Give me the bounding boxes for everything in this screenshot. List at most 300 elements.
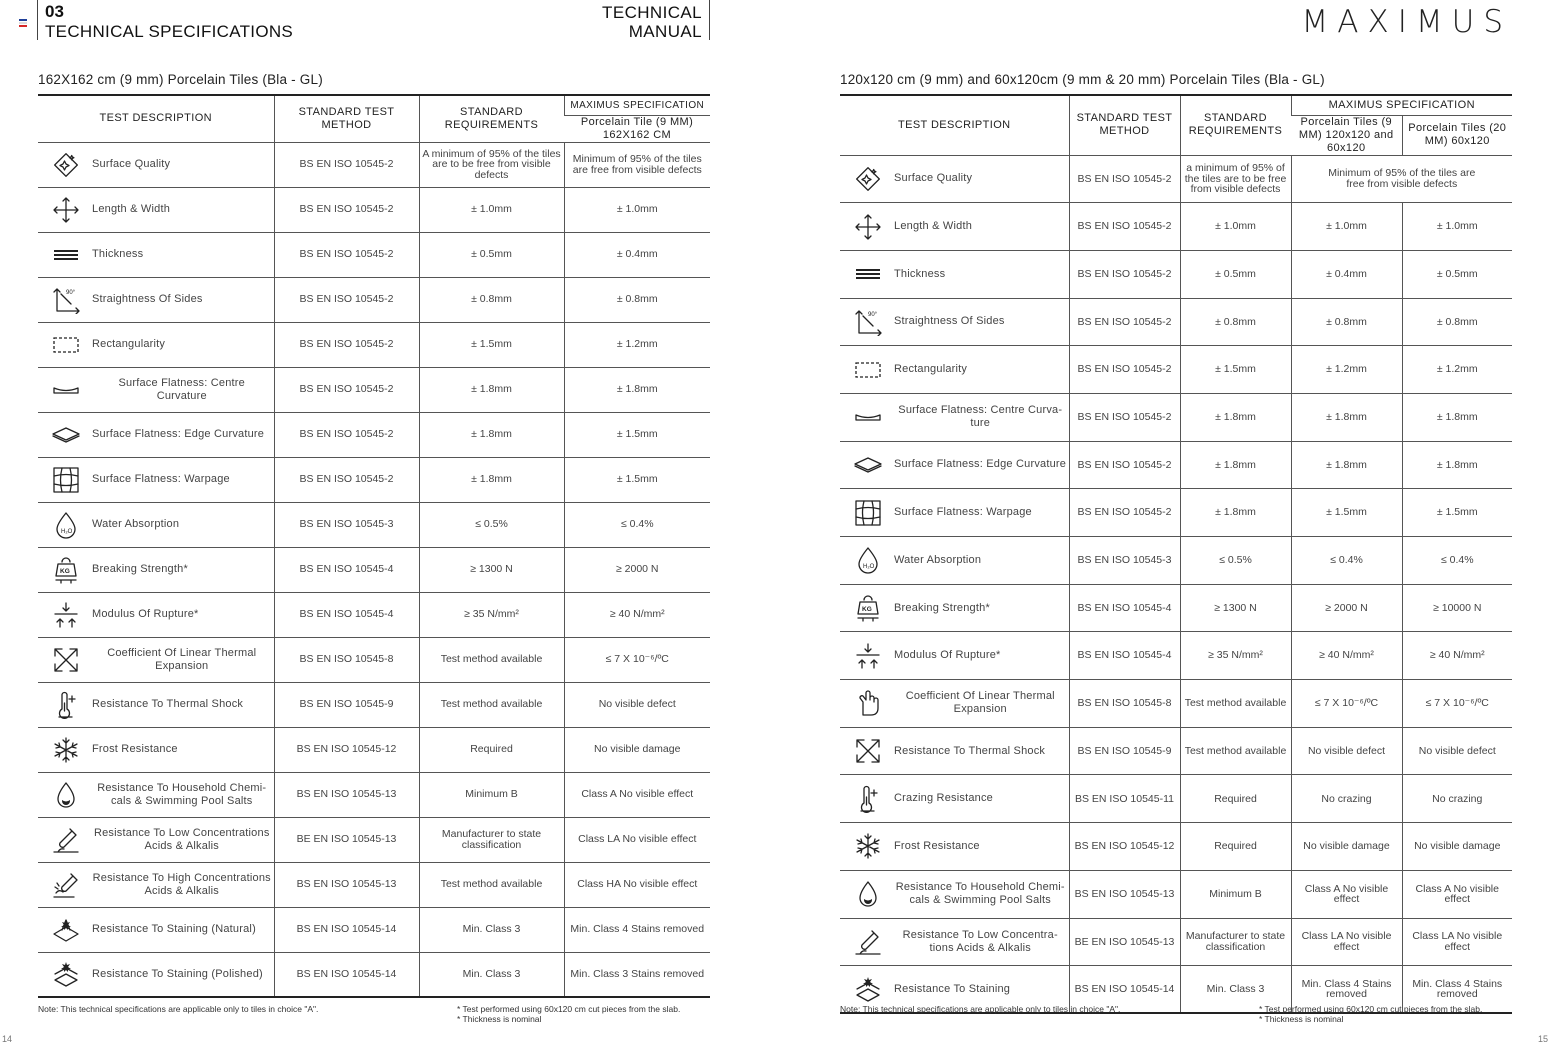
maximus-specification-20mm: ± 0.5mm xyxy=(1402,250,1512,298)
test-description-cell xyxy=(840,250,1069,298)
table-row xyxy=(38,952,710,997)
maximus-specification-9mm: ± 0.4mm xyxy=(1291,250,1402,298)
standard-requirement: ± 1.5mm xyxy=(419,322,564,367)
table-row xyxy=(38,187,710,232)
maximus-specification-20mm: ± 1.8mm xyxy=(1402,441,1512,489)
maximus-specification-9mm: ± 0.8mm xyxy=(1291,298,1402,346)
snowflake-icon xyxy=(842,832,894,860)
test-description-cell xyxy=(840,441,1069,489)
col-standard-requirements: STANDARD REQUIREMENTS xyxy=(419,95,564,142)
table-row xyxy=(38,817,710,862)
maximus-specification-9mm: ≥ 2000 N xyxy=(1291,584,1402,632)
standard-requirement: ± 1.0mm xyxy=(1180,203,1291,251)
test-description: Breaking Strength* xyxy=(92,563,188,575)
standard-requirement: Min. Class 3 xyxy=(419,952,564,997)
manual-label-line2: MANUAL xyxy=(628,22,702,41)
maximus-specification: ≤ 0.4% xyxy=(564,502,710,547)
left-footnote-thickness: * Thickness is nominal xyxy=(457,1014,542,1024)
maximus-specification: Min. Class 3 Stains removed xyxy=(564,952,710,997)
test-description: Resistance To Household Chemi- cals & Swimming Pool Salts xyxy=(895,881,1065,907)
standard-requirement: Required xyxy=(1180,775,1291,823)
maximus-specification-20mm: Min. Class 4 Stains removed xyxy=(1402,966,1512,1014)
standard-test-method: BS EN ISO 10545-2 xyxy=(1069,489,1180,537)
test-description-cell xyxy=(38,412,274,457)
test-description: Rectangularity xyxy=(894,363,968,376)
standard-requirement: ± 1.5mm xyxy=(1180,346,1291,394)
col-standard-test-method: STANDARD TEST METHOD xyxy=(1069,95,1180,155)
standard-test-method: BS EN ISO 10545-9 xyxy=(274,682,419,727)
svg-text:90°: 90° xyxy=(868,311,878,318)
test-description: Resistance To Thermal Shock xyxy=(92,698,244,710)
test-description: Straightness Of Sides xyxy=(894,315,1005,328)
dashed-rect-icon xyxy=(40,331,92,359)
standard-requirement: ≥ 35 N/mm² xyxy=(1180,632,1291,680)
stain-polished-icon xyxy=(842,975,894,1003)
table-row xyxy=(38,862,710,907)
table-row xyxy=(840,155,1512,203)
col-test-description: TEST DESCRIPTION xyxy=(897,118,1011,131)
section-number: 03 xyxy=(45,2,64,21)
right-footnote-thickness: * Thickness is nominal xyxy=(1259,1014,1344,1024)
table-row xyxy=(38,457,710,502)
brand-logo: MAXIMUS xyxy=(1301,4,1512,40)
maximus-specification-20mm: ≥ 10000 N xyxy=(1402,584,1512,632)
right-note: Note: This technical specifications are applicable only to tiles in choice "A". xyxy=(840,1004,1121,1014)
standard-requirement: Test method available xyxy=(419,637,564,682)
table-row xyxy=(840,727,1512,775)
sparkle-tile-icon xyxy=(842,165,894,193)
test-description-cell xyxy=(38,457,274,502)
table-row xyxy=(38,547,710,592)
maximus-specification: No visible defect xyxy=(564,682,710,727)
weight-icon xyxy=(842,594,894,622)
standard-requirement: ± 1.8mm xyxy=(419,412,564,457)
table-row xyxy=(38,907,710,952)
standard-test-method: BS EN ISO 10545-2 xyxy=(1069,441,1180,489)
maximus-specification-20mm: ≤ 7 X 10⁻⁶/ºC xyxy=(1402,680,1512,728)
standard-requirement: ≥ 35 N/mm² xyxy=(419,592,564,637)
maximus-specification: ± 1.5mm xyxy=(564,412,710,457)
standard-test-method: BS EN ISO 10545-2 xyxy=(1069,250,1180,298)
maximus-specification-9mm: Class A No visible effect xyxy=(1291,870,1402,918)
page-number-right: 15 xyxy=(1538,1034,1549,1044)
flag-stripe-white xyxy=(19,22,27,24)
maximus-specification: Class A No visible effect xyxy=(564,772,710,817)
standard-requirement: Test method available xyxy=(419,682,564,727)
table-row xyxy=(38,232,710,277)
test-description-cell xyxy=(38,907,274,952)
standard-requirement: ± 1.8mm xyxy=(1180,393,1291,441)
test-description: Surface Flatness: Centre Curva- ture xyxy=(898,404,1063,430)
thermometer-icon xyxy=(40,691,92,719)
standard-requirement: Min. Class 3 xyxy=(419,907,564,952)
standard-test-method: BS EN ISO 10545-4 xyxy=(1069,584,1180,632)
standard-requirement: ± 0.8mm xyxy=(419,277,564,322)
table-row xyxy=(840,918,1512,966)
test-description: Surface Flatness: Warpage xyxy=(92,473,230,485)
test-description-cell xyxy=(840,870,1069,918)
test-description: Water Absorption xyxy=(894,553,982,566)
standard-test-method: BS EN ISO 10545-8 xyxy=(1069,680,1180,728)
test-description: Resistance To High Concentrations Acids & Alkalis xyxy=(92,871,271,897)
standard-test-method: BS EN ISO 10545-2 xyxy=(274,142,419,187)
maximus-specification-20mm: No visible damage xyxy=(1402,823,1512,871)
maximus-specification: ± 1.8mm xyxy=(564,367,710,412)
standard-test-method: BS EN ISO 10545-12 xyxy=(1069,823,1180,871)
maximus-specification-20mm: ≤ 0.4% xyxy=(1402,537,1512,585)
snowflake-icon xyxy=(40,736,92,764)
test-description-cell xyxy=(38,277,274,322)
maximus-specification: ≥ 2000 N xyxy=(564,547,710,592)
maximus-specification: ± 1.2mm xyxy=(564,322,710,367)
standard-test-method: BS EN ISO 10545-2 xyxy=(274,412,419,457)
table-row xyxy=(840,203,1512,251)
standard-requirement: ± 1.8mm xyxy=(1180,489,1291,537)
test-description-cell xyxy=(38,322,274,367)
table-row xyxy=(840,584,1512,632)
standard-requirement: ± 0.5mm xyxy=(1180,250,1291,298)
table-row xyxy=(38,637,710,682)
maximus-specification-20mm: No visible defect xyxy=(1402,727,1512,775)
table-row xyxy=(38,277,710,322)
standard-test-method: BS EN ISO 10545-2 xyxy=(1069,393,1180,441)
test-description: Surface Flatness: Warpage xyxy=(894,506,1032,519)
curve-icon xyxy=(842,403,894,431)
tube-icon xyxy=(842,928,894,956)
maximus-specification: ± 0.4mm xyxy=(564,232,710,277)
test-description-cell xyxy=(38,727,274,772)
maximus-specification: No visible damage xyxy=(564,727,710,772)
test-description: Resistance To Staining (Natural) xyxy=(92,923,256,935)
standard-test-method: BS EN ISO 10545-2 xyxy=(274,457,419,502)
maximus-specification-20mm: ± 1.5mm xyxy=(1402,489,1512,537)
standard-test-method: BS EN ISO 10545-14 xyxy=(274,907,419,952)
maximus-specification-9mm: No visible defect xyxy=(1291,727,1402,775)
header-divider-right xyxy=(709,0,710,40)
standard-requirement: ≤ 0.5% xyxy=(1180,537,1291,585)
standard-test-method: BS EN ISO 10545-8 xyxy=(274,637,419,682)
table-row xyxy=(38,412,710,457)
standard-test-method: BS EN ISO 10545-2 xyxy=(274,187,419,232)
right-spec-table xyxy=(840,94,1512,1014)
standard-requirement: ≤ 0.5% xyxy=(419,502,564,547)
standard-test-method: BS EN ISO 10545-2 xyxy=(274,277,419,322)
svg-text:H₂O: H₂O xyxy=(863,564,875,571)
test-description-cell xyxy=(38,187,274,232)
expand-icon xyxy=(842,737,894,765)
test-description-cell xyxy=(38,232,274,277)
standard-requirement: a minimum of 95% of the tiles are to be free from visible defects xyxy=(1180,155,1291,203)
arrows-icon xyxy=(842,213,894,241)
pressure-icon xyxy=(842,642,894,670)
grid-icon xyxy=(40,466,92,494)
standard-test-method: BS EN ISO 10545-3 xyxy=(1069,537,1180,585)
drop-icon xyxy=(842,546,894,574)
test-description: Length & Width xyxy=(894,220,973,233)
standard-test-method: BS EN ISO 10545-4 xyxy=(274,592,419,637)
test-description-cell xyxy=(840,489,1069,537)
left-note: Note: This technical specifications are applicable only to tiles in choice "A". xyxy=(38,1004,319,1014)
table-row xyxy=(38,682,710,727)
standard-test-method: BE EN ISO 10545-13 xyxy=(1069,918,1180,966)
curve-icon xyxy=(40,376,92,404)
table-row xyxy=(840,346,1512,394)
diamond-icon xyxy=(40,421,92,449)
header-divider xyxy=(37,0,38,40)
test-description: Coefficient Of Linear Thermal Expansion xyxy=(107,646,257,672)
test-description-cell xyxy=(38,817,274,862)
table-row xyxy=(840,250,1512,298)
diamond-icon xyxy=(842,451,894,479)
test-description: Modulus Of Rupture* xyxy=(92,608,199,620)
maximus-specification: ≤ 7 X 10⁻⁶/ºC xyxy=(564,637,710,682)
left-spec-table xyxy=(38,94,710,998)
test-description-cell xyxy=(840,155,1069,203)
flag-icon xyxy=(19,19,27,26)
maximus-specification-9mm: ± 1.5mm xyxy=(1291,489,1402,537)
maximus-specification-9mm: No crazing xyxy=(1291,775,1402,823)
svg-text:90°: 90° xyxy=(66,289,76,296)
test-description-cell xyxy=(840,680,1069,728)
arrows-icon xyxy=(40,196,92,224)
maximus-specification-20mm: Class A No visible effect xyxy=(1402,870,1512,918)
test-description: Frost Resistance xyxy=(894,839,980,852)
maximus-specification: Minimum of 95% of the tiles are free from visible defects xyxy=(564,142,710,187)
maximus-specification: ≥ 40 N/mm² xyxy=(564,592,710,637)
col-standard-test-method: STANDARD TEST METHOD xyxy=(274,95,419,142)
table-row xyxy=(840,489,1512,537)
standard-test-method: BS EN ISO 10545-13 xyxy=(1069,870,1180,918)
manual-label-line1: TECHNICAL xyxy=(602,3,702,22)
standard-test-method: BS EN ISO 10545-9 xyxy=(1069,727,1180,775)
maximus-specification-20mm: ± 1.0mm xyxy=(1402,203,1512,251)
standard-test-method: BS EN ISO 10545-2 xyxy=(274,322,419,367)
maximus-specification-9mm: Min. Class 4 Stains removed xyxy=(1291,966,1402,1014)
maximus-specification: Minimum of 95% of the tiles are free from visible defects xyxy=(1291,155,1512,203)
test-description: Resistance To Staining (Polished) xyxy=(92,967,263,980)
table-row xyxy=(840,870,1512,918)
test-description-cell xyxy=(38,637,274,682)
table-row xyxy=(840,537,1512,585)
table-row xyxy=(840,632,1512,680)
test-description: Resistance To Low Concentra- tions Acids & Alkalis xyxy=(902,928,1058,954)
left-table-heading: 162X162 cm (9 mm) Porcelain Tiles (Bla - GL) xyxy=(38,72,323,87)
section-title: TECHNICAL SPECIFICATIONS xyxy=(45,22,294,41)
dashed-rect-icon xyxy=(842,356,894,384)
test-description: Resistance To Low Concentrations Acids & Alkalis xyxy=(93,826,270,852)
test-description: Frost Resistance xyxy=(92,743,178,755)
standard-test-method: BS EN ISO 10545-14 xyxy=(1069,966,1180,1014)
col-maximus-specification: MAXIMUS SPECIFICATION xyxy=(1291,95,1512,115)
stain-icon xyxy=(40,916,92,944)
standard-test-method: BS EN ISO 10545-12 xyxy=(274,727,419,772)
test-description: Resistance To Household Chemi- cals & Swimming Pool Salts xyxy=(97,781,267,807)
table-row xyxy=(38,592,710,637)
maximus-specification: Class LA No visible effect xyxy=(564,817,710,862)
test-description: Coefficient Of Linear Thermal Expansion xyxy=(905,690,1055,716)
table-row xyxy=(840,393,1512,441)
maximus-specification-20mm: ≥ 40 N/mm² xyxy=(1402,632,1512,680)
test-description-cell xyxy=(38,142,274,187)
col-standard-requirements: STANDARD REQUIREMENTS xyxy=(1180,95,1291,155)
table-row xyxy=(840,823,1512,871)
test-description-cell xyxy=(38,367,274,412)
table-row xyxy=(38,322,710,367)
flag-stripe-red xyxy=(19,25,27,27)
test-description-cell xyxy=(38,502,274,547)
maximus-specification: Min. Class 4 Stains removed xyxy=(564,907,710,952)
standard-requirement: Test method available xyxy=(1180,727,1291,775)
table-row xyxy=(38,727,710,772)
test-description-cell xyxy=(38,952,274,997)
test-description: Surface Flatness: Edge Curvature xyxy=(894,458,1067,471)
maximus-specification-9mm: No visible damage xyxy=(1291,823,1402,871)
test-description: Length & Width xyxy=(92,203,171,215)
standard-test-method: BS EN ISO 10545-13 xyxy=(274,772,419,817)
test-description: Rectangularity xyxy=(92,338,166,350)
standard-requirement: Required xyxy=(1180,823,1291,871)
test-description-cell xyxy=(840,298,1069,346)
test-description-cell xyxy=(840,727,1069,775)
maximus-specification-9mm: ± 1.8mm xyxy=(1291,441,1402,489)
standard-requirement: ≥ 1300 N xyxy=(419,547,564,592)
maximus-specification-20mm: ± 1.2mm xyxy=(1402,346,1512,394)
svg-text:H₂O: H₂O xyxy=(61,528,73,535)
angle-icon xyxy=(40,286,92,314)
standard-test-method: BS EN ISO 10545-2 xyxy=(1069,298,1180,346)
manual-label xyxy=(602,3,702,41)
test-description: Water Absorption xyxy=(92,518,180,530)
flag-stripe-blue xyxy=(19,19,27,21)
maximus-specification-9mm: ≤ 0.4% xyxy=(1291,537,1402,585)
maximus-specification-20mm: ± 1.8mm xyxy=(1402,393,1512,441)
test-description-cell xyxy=(840,918,1069,966)
col-test-description: TEST DESCRIPTION xyxy=(99,112,213,125)
maximus-specification: ± 1.5mm xyxy=(564,457,710,502)
test-description-cell xyxy=(840,393,1069,441)
test-description: Resistance To Thermal Shock xyxy=(894,744,1046,757)
page-number-left: 14 xyxy=(2,1034,13,1044)
standard-requirement: Min. Class 3 xyxy=(1180,966,1291,1014)
angle-icon xyxy=(842,308,894,336)
maximus-specification-20mm: ± 0.8mm xyxy=(1402,298,1512,346)
standard-requirement: ± 1.8mm xyxy=(419,367,564,412)
chemical-drop-icon xyxy=(842,880,894,908)
test-description-cell xyxy=(840,584,1069,632)
standard-test-method: BS EN ISO 10545-2 xyxy=(1069,155,1180,203)
standard-test-method: BS EN ISO 10545-2 xyxy=(1069,346,1180,394)
maximus-specification: ± 1.0mm xyxy=(564,187,710,232)
table-row xyxy=(840,775,1512,823)
right-footnote-test: * Test performed using 60x120 cm cut pieces from the slab. xyxy=(1259,1004,1483,1014)
test-description: Breaking Strength* xyxy=(894,601,990,614)
maximus-specification-9mm: Class LA No visible effect xyxy=(1291,918,1402,966)
thermometer-icon xyxy=(842,785,894,813)
standard-test-method: BS EN ISO 10545-2 xyxy=(274,367,419,412)
test-description-cell xyxy=(840,775,1069,823)
maximus-specification-9mm: ± 1.2mm xyxy=(1291,346,1402,394)
test-description: Crazing Resistance xyxy=(894,792,993,805)
right-footnotes xyxy=(1259,1004,1482,1024)
right-table-heading: 120x120 cm (9 mm) and 60x120cm (9 mm & 20 mm) Porcelain Tiles (Bla - GL) xyxy=(840,72,1325,87)
table-row xyxy=(38,502,710,547)
standard-test-method: BS EN ISO 10545-4 xyxy=(1069,632,1180,680)
standard-test-method: BS EN ISO 10545-3 xyxy=(274,502,419,547)
table-row xyxy=(38,367,710,412)
expand-icon xyxy=(40,646,92,674)
col-sub-porcelain-tile: Porcelain Tile (9 MM) 162X162 CM xyxy=(564,115,710,142)
test-description: Modulus Of Rupture* xyxy=(894,649,1001,662)
tube-icon xyxy=(40,826,92,854)
chemical-drop-icon xyxy=(40,781,92,809)
standard-requirement: Test method available xyxy=(419,862,564,907)
standard-test-method: BS EN ISO 10545-4 xyxy=(274,547,419,592)
standard-requirement: Minimum B xyxy=(419,772,564,817)
standard-test-method: BS EN ISO 10545-11 xyxy=(1069,775,1180,823)
test-description-cell xyxy=(38,592,274,637)
maximus-specification: ± 0.8mm xyxy=(564,277,710,322)
standard-requirement: A minimum of 95% of the tiles are to be free from visible defects xyxy=(419,142,564,187)
standard-requirement: ≥ 1300 N xyxy=(1180,584,1291,632)
left-footnotes xyxy=(457,1004,680,1024)
test-description-cell xyxy=(840,537,1069,585)
test-description-cell xyxy=(840,823,1069,871)
col-sub-tiles-9mm: Porcelain Tiles (9 MM) 120x120 and 60x120 xyxy=(1291,115,1402,155)
test-description-cell xyxy=(38,682,274,727)
svg-text:KG: KG xyxy=(862,606,872,614)
standard-requirement: ± 1.8mm xyxy=(1180,441,1291,489)
col-sub-tiles-20mm: Porcelain Tiles (20 MM) 60x120 xyxy=(1402,115,1512,155)
hand-icon xyxy=(842,689,894,717)
standard-requirement: ± 0.5mm xyxy=(419,232,564,277)
test-description: Thickness xyxy=(894,267,946,280)
maximus-specification-9mm: ≥ 40 N/mm² xyxy=(1291,632,1402,680)
test-description-cell xyxy=(38,547,274,592)
svg-text:KG: KG xyxy=(60,567,70,575)
maximus-specification-20mm: Class LA No visible effect xyxy=(1402,918,1512,966)
test-description-cell xyxy=(840,632,1069,680)
test-description: Straightness Of Sides xyxy=(92,293,203,305)
table-row xyxy=(840,298,1512,346)
tube-splash-icon xyxy=(40,871,92,899)
sparkle-tile-icon xyxy=(40,151,92,179)
standard-requirement: ± 1.0mm xyxy=(419,187,564,232)
maximus-specification-20mm: No crazing xyxy=(1402,775,1512,823)
standard-requirement: Minimum B xyxy=(1180,870,1291,918)
col-maximus-specification: MAXIMUS SPECIFICATION xyxy=(564,95,710,115)
maximus-specification: Class HA No visible effect xyxy=(564,862,710,907)
test-description: Surface Flatness: Centre Curvature xyxy=(118,376,245,402)
weight-icon xyxy=(40,556,92,584)
stain-polished-icon xyxy=(40,960,92,988)
standard-test-method: BS EN ISO 10545-14 xyxy=(274,952,419,997)
table-row xyxy=(38,772,710,817)
pressure-icon xyxy=(40,601,92,629)
standard-test-method: BS EN ISO 10545-2 xyxy=(274,232,419,277)
grid-icon xyxy=(842,499,894,527)
maximus-specification-9mm: ± 1.8mm xyxy=(1291,393,1402,441)
standard-requirement: Manufacturer to state classification xyxy=(1180,918,1291,966)
standard-requirement: Manufacturer to state classification xyxy=(419,817,564,862)
test-description-cell xyxy=(840,203,1069,251)
test-description: Thickness xyxy=(92,248,144,260)
maximus-specification-9mm: ≤ 7 X 10⁻⁶/ºC xyxy=(1291,680,1402,728)
standard-test-method: BS EN ISO 10545-13 xyxy=(274,862,419,907)
standard-requirement: Required xyxy=(419,727,564,772)
test-description-cell xyxy=(38,862,274,907)
standard-requirement: ± 0.8mm xyxy=(1180,298,1291,346)
drop-icon xyxy=(40,511,92,539)
